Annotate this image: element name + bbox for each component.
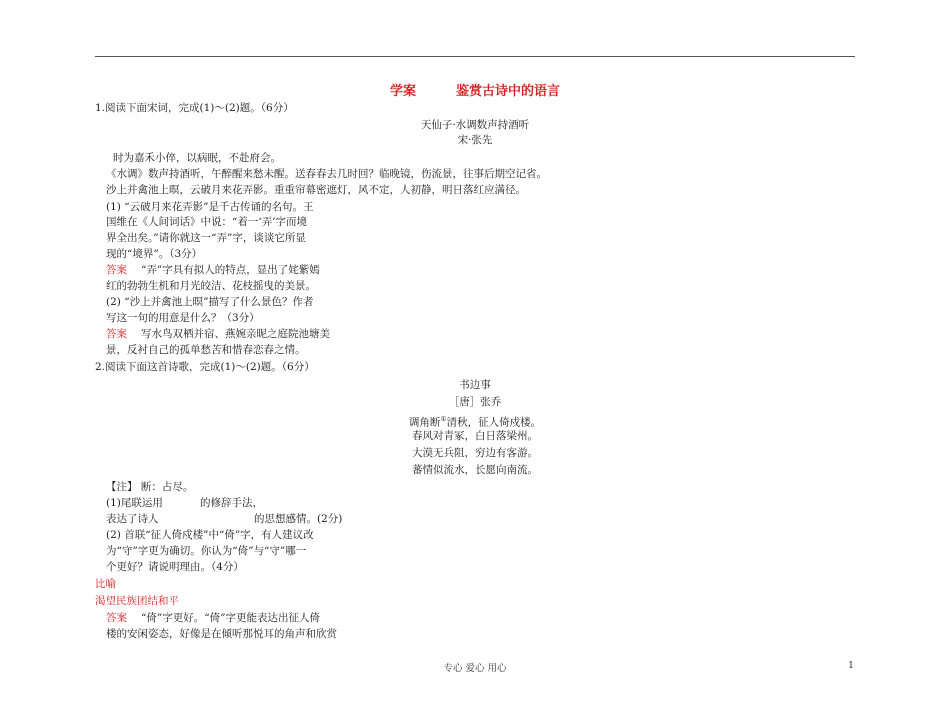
q1-sub1-line: (1) “云破月来花弄影”是千古传诵的名句。王: [106, 201, 314, 213]
q1-sub2-line: (2) “沙上并禽池上暝”描写了什么景色？作者: [106, 296, 314, 308]
q1-sub2-line: 写这一句的用意是什么？（3分）: [106, 312, 260, 324]
q1-answer2-line: 景，反衬自己的孤单愁苦和惜春恋春之情。: [106, 344, 306, 356]
q1-verse-1: 《水调》数声持酒听，午醉醒来愁未醒。送春春去几时回？临晚镜，伤流景，往事后期空记省。: [106, 168, 547, 180]
page-number: 1: [848, 660, 855, 671]
q2-fill-answer-2: 渴望民族团结和平: [95, 595, 179, 607]
q2-poem-line: 春风对青冢，白日落梁州。: [412, 430, 538, 442]
q2-answer-line: “倚”字更好。“倚”字更能表达出征人倚: [141, 612, 320, 624]
q1-poem-title: 天仙子·水调数声持酒听: [420, 119, 530, 131]
q1-sub1-line: 国维在《人间词话》中说：“着一‘弄’字而境: [106, 216, 308, 228]
q1-author: 宋·张先: [457, 134, 493, 146]
page-title: [0, 80, 950, 99]
footnote-marker: ①: [440, 415, 447, 423]
q2-poem-line: 蕃情似流水，长愿向南流。: [412, 464, 538, 476]
q1-prompt: 1.阅读下面宋词，完成(1)～(2)题。（6分）: [95, 102, 294, 114]
q2-sub1d: 的思想感情。(2分): [254, 513, 343, 525]
q2-poem-line: 大漠无兵阻，穷边有客游。: [412, 447, 538, 459]
q2-sub2-line: (2) 首联“征人倚戍楼”中“倚”字，有人建议改: [106, 529, 314, 541]
q2-sub1b: 的修辞手法，: [200, 497, 263, 509]
q2-answer-label: 答案: [106, 612, 127, 624]
footer-motto: 专心 爱心 用心: [443, 663, 507, 674]
q2-answer-line: 楼的安闲姿态，好像是在倾听那悦耳的角声和欣赏: [106, 628, 337, 640]
q2-poem-title: 书边事: [459, 379, 491, 391]
q2-line1-b: 清秋，征人倚戍楼。: [446, 416, 542, 429]
q2-sub1c: 表达了诗人: [106, 513, 159, 525]
q1-sub1-line: 现的“境界”。（3分）: [106, 248, 203, 260]
q1-answer-line: 红的勃勃生机和月光皎洁、花枝摇曳的美景。: [106, 280, 316, 292]
q1-answer2-label: 答案: [106, 328, 127, 340]
q2-line1-a: 调角断: [408, 416, 441, 429]
q2-sub2-line: 个更好？请说明理由。（4分）: [106, 561, 244, 573]
title-part-2: 鉴赏古诗中的语言: [456, 84, 561, 99]
q1-preface: 时为嘉禾小倅，以病眠，不赴府会。: [113, 152, 281, 164]
q2-note: 【注】 断：占尽。: [106, 481, 194, 493]
q2-poem-line-1: [0, 412, 950, 430]
q2-sub2-line: 为“守”字更为确切。你认为“倚”与“守”哪一: [106, 545, 307, 557]
q2-author: ［唐］张乔: [448, 396, 502, 408]
q1-verse-2: 沙上并禽池上暝，云破月来花弄影。重重帘幕密遮灯，风不定，人初静，明日落红应满径。: [106, 184, 526, 196]
header-rule: [95, 56, 855, 57]
q1-answer-label: 答案: [106, 264, 127, 276]
q2-prompt: 2.阅读下面这首诗歌，完成(1)～(2)题。（6分）: [95, 361, 315, 373]
q1-sub1-line: 界全出矣。”请你就这一“弄”字，谈谈它所显: [106, 232, 306, 244]
q1-answer-line: “弄”字具有拟人的特点，显出了姹紫嫣: [141, 264, 320, 276]
q2-sub1a: (1)尾联运用: [106, 497, 163, 509]
q1-answer2-line: 写水鸟双栖并宿、燕婉亲昵之庭院池塘美: [141, 328, 330, 340]
title-part-1: 学案: [389, 84, 416, 99]
q2-fill-answer-1: 比喻: [95, 578, 116, 590]
